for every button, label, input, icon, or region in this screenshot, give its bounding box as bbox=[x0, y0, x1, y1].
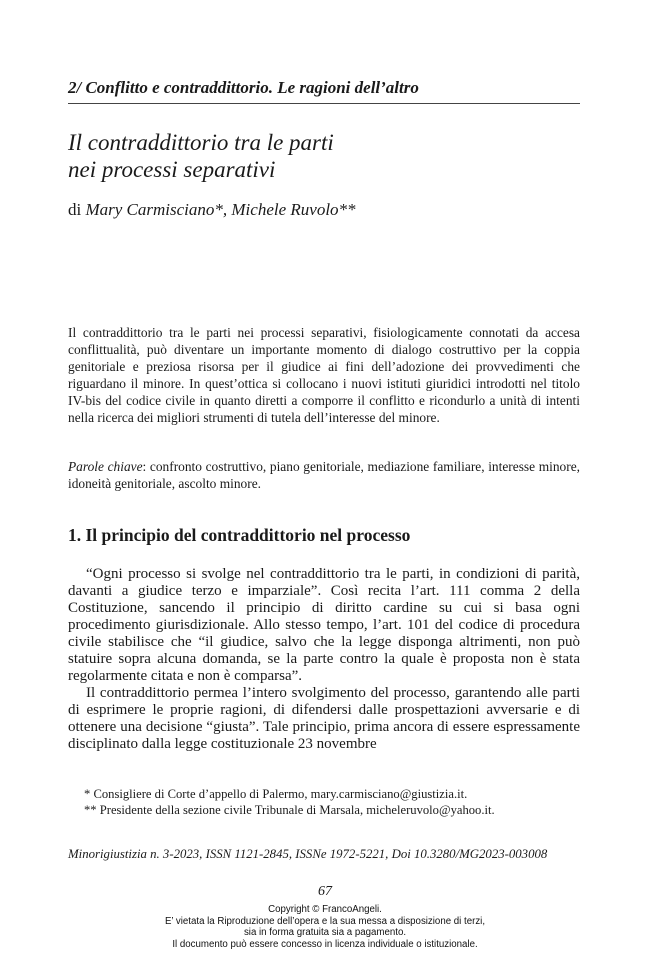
copyright-line-1: Copyright © FrancoAngeli. bbox=[268, 904, 382, 915]
copyright-notice bbox=[0, 904, 650, 950]
abstract: Il contraddittorio tra le parti nei processi separativi, fisiologicamente connotati da accesa conflittualità, può diventare un importante momento di dialogo costruttivo per la coppia genitoriale e preziosa risorsa per il giudice ai fini dell’adozione dei provvedimenti che riguardano il minore. In quest’ottica si collocano i nuovi istituti giuridici introdotti nel titolo IV-bis del codice civile in quanto diretti a comporre il conflitto e ricondurlo a unità di intenti nella ricerca dei migliori strumenti di tutela dell’interesse del minore. bbox=[68, 325, 580, 425]
byline bbox=[68, 200, 356, 220]
footnotes bbox=[84, 786, 580, 818]
keywords-label: Parole chiave bbox=[68, 459, 143, 474]
footnote-2: ** Presidente della sezione civile Tribunale di Marsala, micheleruvolo@yahoo.it. bbox=[84, 803, 495, 817]
article-title-line-2: nei processi separativi bbox=[68, 157, 276, 182]
keywords bbox=[68, 458, 580, 492]
section-heading: 1. Il principio del contraddittorio nel processo bbox=[68, 525, 411, 545]
author-names: Mary Carmisciano*, Michele Ruvolo** bbox=[85, 200, 356, 219]
article-title-line-1: Il contraddittorio tra le parti bbox=[68, 130, 334, 155]
body-paragraph-2: Il contraddittorio permea l’intero svolgimento del processo, garantendo alle parti di esprimere le proprie ragioni, di difendersi dalle prospettazioni avversarie e di ottenere una decisione “giusta”. Tale principio, prima ancora di essere espressamente disciplinato dalla legge costituzionale 23 novembre bbox=[68, 685, 580, 752]
journal-citation: Minorigiustizia n. 3-2023, ISSN 1121-2845, ISSNe 1972-5221, Doi 10.3280/MG2023-003008 bbox=[68, 847, 548, 861]
copyright-line-2: E’ vietata la Riproduzione dell’opera e la sua messa a disposizione di terzi, bbox=[164, 915, 486, 927]
article-title bbox=[68, 129, 580, 183]
page-number: 67 bbox=[318, 884, 332, 899]
body-text bbox=[68, 566, 580, 753]
copyright-line-3: sia in forma gratuita sia a pagamento. bbox=[243, 927, 407, 939]
section-header: 2/ Conflitto e contraddittorio. Le ragioni dell’altro bbox=[68, 78, 580, 104]
footnote-1: * Consigliere di Corte d’appello di Palermo, mary.carmisciano@giustizia.it. bbox=[84, 787, 468, 801]
copyright-line-4: Il documento può essere concesso in licenza individuale o istituzionale. bbox=[172, 938, 478, 950]
byline-prefix: di bbox=[68, 200, 86, 219]
keywords-text: : confronto costruttivo, piano genitoriale, mediazione familiare, interesse minore, idoneità genitoriale, ascolto minore. bbox=[68, 459, 580, 491]
body-paragraph-1: “Ogni processo si svolge nel contraddittorio tra le parti, in condizioni di parità, davanti a giudice terzo e imparziale”. Così recita l’art. 111 comma 2 della Costituzione, sancendo il principio di diritto cardine su cui si basa ogni procedimento giurisdizionale. Allo stesso tempo, l’art. 101 del codice di procedura civile stabilisce che “il giudice, salvo che la legge disponga altrimenti, non può statuire sopra alcuna domanda, se la parte contro la quale è proposta non è stata regolarmente citata e non è comparsa”. bbox=[68, 566, 580, 684]
